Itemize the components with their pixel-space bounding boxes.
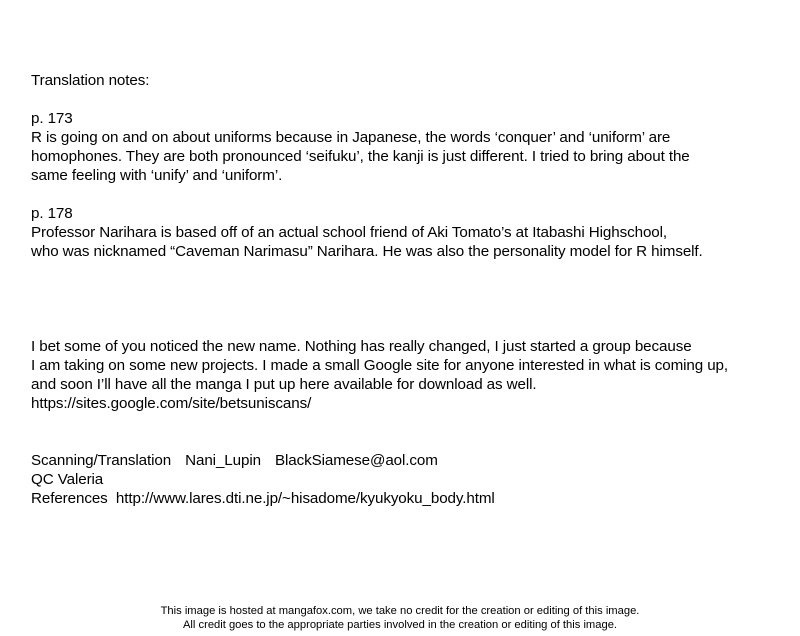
footer-line-1: This image is hosted at mangafox.com, we take no credit for the creation or editing of this image. [160,605,640,617]
note-line: who was nicknamed “Caveman Narimasu” Narihara. He was also the personality model for R himself. [31,243,703,260]
note-line: homophones. They are both pronounced ‘seifuku’, the kanji is just different. I tried to bring about the [31,148,690,165]
note-page-ref: p. 178 [31,205,73,222]
spacer [31,261,791,318]
spacer [31,413,791,451]
note-line: Professor Narihara is based off of an actual school friend of Aki Tomato’s at Itabashi Highschool, [31,224,668,241]
spacer [31,185,791,204]
references-url[interactable]: http://www.lares.dti.ne.jp/~hisadome/kyukyoku_body.html [115,490,495,507]
document-body [31,71,791,508]
note-line: R is going on and on about uniforms because in Japanese, the words ‘conquer’ and ‘uniform’ are [31,129,671,146]
hosting-footer [0,604,800,632]
note-page-ref: p. 173 [31,110,73,127]
credit-scanning [31,451,791,470]
scanning-label: Scanning/Translation [31,452,172,469]
footer-line-2: All credit goes to the appropriate parties involved in the creation or editing of this image. [182,619,618,631]
scanning-name: Nani_Lupin [185,452,261,469]
spacer [31,90,791,109]
credit-qc: QC Valeria [31,471,104,488]
note-line: same feeling with ‘unify’ and ‘uniform’. [31,167,283,184]
credits-block [31,451,791,508]
scanning-email[interactable]: BlackSiamese@aol.com [274,452,438,469]
notes-heading: Translation notes: [31,72,150,89]
credit-references [31,489,791,508]
references-label: References [31,490,108,507]
spacer [31,318,791,337]
announcement-line: I am taking on some new projects. I made a small Google site for anyone interested in what is coming up, [31,357,729,374]
announcement-line: and soon I’ll have all the manga I put up here available for download as well. [31,376,537,393]
site-link[interactable]: https://sites.google.com/site/betsuniscans/ [31,395,312,412]
announcement-line: I bet some of you noticed the new name. Nothing has really changed, I just started a group because [31,338,692,355]
